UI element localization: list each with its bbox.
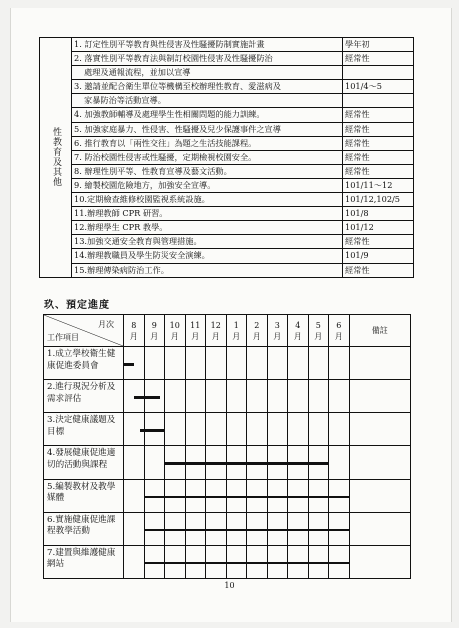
progress-bar — [165, 529, 185, 532]
month-cell — [226, 413, 247, 446]
progress-bar — [309, 562, 329, 565]
month-cell — [185, 413, 206, 446]
month-cell — [165, 413, 186, 446]
activity-row — [40, 263, 414, 277]
progress-bar — [268, 496, 288, 499]
month-cell — [308, 380, 329, 413]
progress-bar — [288, 562, 308, 565]
month-cell — [267, 512, 288, 545]
schedule-row — [44, 512, 411, 545]
section-title: 玖、預定進度 — [44, 300, 110, 311]
progress-bar — [186, 496, 206, 499]
month-cell — [144, 479, 165, 512]
corner-month-label: 月次 — [98, 320, 114, 329]
month-cell — [124, 446, 145, 479]
activity-time — [343, 94, 414, 108]
month-cell — [267, 347, 288, 380]
activity-text: 4. 加強教師輔導及處理學生性相關問題的能力訓練。 — [72, 108, 343, 122]
activity-time: 101/9 — [343, 249, 414, 263]
progress-bar — [145, 529, 165, 532]
progress-bar — [124, 363, 134, 366]
month-cell — [267, 413, 288, 446]
activity-text: 2. 落實性別平等教育法與制訂校園性侵害及性騷擾防治 — [72, 52, 343, 66]
activity-time: 101/8 — [343, 207, 414, 221]
month-cell — [144, 380, 165, 413]
progress-bar — [309, 496, 329, 499]
month-cell — [124, 347, 145, 380]
month-cell — [144, 413, 165, 446]
activity-row — [40, 193, 414, 207]
month-cell — [267, 446, 288, 479]
progress-bar — [329, 496, 349, 499]
month-cell — [206, 545, 227, 578]
progress-bar — [165, 496, 185, 499]
month-cell — [165, 380, 186, 413]
progress-bar — [165, 462, 185, 465]
activity-row — [40, 164, 414, 178]
month-cell — [288, 380, 309, 413]
activity-text: 15.辦理傳染病防治工作。 — [72, 263, 343, 277]
task-label: 4.發展健康促進適切的活動與課程 — [44, 446, 124, 479]
activity-time: 經常性 — [343, 150, 414, 164]
activity-time: 101/12 — [343, 221, 414, 235]
remark-cell — [349, 413, 411, 446]
activity-text: 8. 辦理性別平等、性教育宣導及藝文活動。 — [72, 164, 343, 178]
header-corner — [44, 315, 124, 347]
month-cell — [308, 413, 329, 446]
progress-bar — [227, 562, 247, 565]
month-cell — [144, 512, 165, 545]
month-cell — [165, 479, 186, 512]
month-cell — [247, 479, 268, 512]
month-header: 12 月 — [206, 315, 227, 347]
month-cell — [185, 512, 206, 545]
category-label: 性教育及其他 — [51, 127, 61, 188]
activity-time: 經常性 — [343, 263, 414, 277]
month-cell — [226, 479, 247, 512]
task-label: 3.決定健康議題及目標 — [44, 413, 124, 446]
activity-text: 12.辦理學生 CPR 教學。 — [72, 221, 343, 235]
activity-time: 學年初 — [343, 38, 414, 52]
activity-time: 經常性 — [343, 164, 414, 178]
month-cell — [165, 446, 186, 479]
remark-cell — [349, 347, 411, 380]
month-cell — [206, 512, 227, 545]
activity-row — [40, 52, 414, 66]
month-cell — [124, 479, 145, 512]
progress-bar — [288, 496, 308, 499]
activity-text: 7. 防治校園性侵害或性騷擾，定期檢視校園安全。 — [72, 150, 343, 164]
progress-bar — [227, 462, 247, 465]
month-cell — [247, 545, 268, 578]
progress-bar — [227, 496, 247, 499]
schedule-row — [44, 347, 411, 380]
month-cell — [165, 545, 186, 578]
progress-bar — [309, 462, 329, 465]
activity-row — [40, 38, 414, 52]
progress-bar — [247, 462, 267, 465]
month-cell — [308, 347, 329, 380]
month-header: 9 月 — [144, 315, 165, 347]
schedule-row — [44, 545, 411, 578]
month-cell — [144, 446, 165, 479]
progress-bar — [206, 529, 226, 532]
month-cell — [288, 413, 309, 446]
progress-bar — [145, 496, 165, 499]
category-cell — [40, 38, 72, 278]
month-cell — [247, 446, 268, 479]
activity-text: 14.辦理教職員及學生防災安全演練。 — [72, 249, 343, 263]
activity-row — [40, 108, 414, 122]
month-cell — [308, 545, 329, 578]
month-header: 4 月 — [288, 315, 309, 347]
activity-time: 101/12,102/5 — [343, 193, 414, 207]
month-cell — [247, 512, 268, 545]
activity-row — [40, 178, 414, 192]
activity-text: 6. 推行教育以「兩性交往」為題之生活技能課程。 — [72, 136, 343, 150]
month-cell — [165, 347, 186, 380]
activity-table — [39, 37, 414, 278]
schedule-row — [44, 479, 411, 512]
month-cell — [124, 413, 145, 446]
month-cell — [329, 446, 350, 479]
month-cell — [226, 380, 247, 413]
month-cell — [308, 479, 329, 512]
month-cell — [206, 380, 227, 413]
month-cell — [206, 347, 227, 380]
month-header: 3 月 — [267, 315, 288, 347]
activity-text: 10.定期檢查維修校園監視系統設施。 — [72, 193, 343, 207]
progress-bar — [227, 529, 247, 532]
progress-bar — [186, 529, 206, 532]
month-cell — [247, 413, 268, 446]
month-cell — [185, 479, 206, 512]
activity-text: 13.加強交通安全教育與管理措施。 — [72, 235, 343, 249]
progress-bar — [288, 462, 308, 465]
progress-bar — [247, 496, 267, 499]
progress-bar — [329, 562, 349, 565]
progress-bar — [206, 496, 226, 499]
progress-bar — [145, 429, 165, 432]
activity-row — [40, 122, 414, 136]
month-cell — [288, 446, 309, 479]
activity-time: 經常性 — [343, 235, 414, 249]
progress-bar — [206, 562, 226, 565]
month-cell — [165, 512, 186, 545]
month-cell — [185, 545, 206, 578]
activity-row — [40, 80, 414, 94]
activity-text: 5. 加強家庭暴力、性侵害、性騷擾及兒少保護事件之宣導 — [72, 122, 343, 136]
month-cell — [329, 347, 350, 380]
activity-time: 經常性 — [343, 52, 414, 66]
activity-text: 11.辦理教師 CPR 研習。 — [72, 207, 343, 221]
month-header: 5 月 — [308, 315, 329, 347]
remark-cell — [349, 545, 411, 578]
progress-bar — [186, 462, 206, 465]
month-cell — [124, 545, 145, 578]
month-header: 6 月 — [329, 315, 350, 347]
activity-text: 1. 訂定性別平等教育與性侵害及性騷擾防制實施計畫 — [72, 38, 343, 52]
month-cell — [185, 380, 206, 413]
progress-bar — [247, 529, 267, 532]
activity-row — [40, 207, 414, 221]
task-label: 5.編製教材及教學媒體 — [44, 479, 124, 512]
activity-text: 處理及通報流程，並加以宣導 — [72, 66, 343, 80]
month-header: 8 月 — [124, 315, 145, 347]
progress-bar — [186, 562, 206, 565]
progress-bar — [247, 562, 267, 565]
month-cell — [226, 347, 247, 380]
activity-row — [40, 66, 414, 80]
month-header: 10 月 — [165, 315, 186, 347]
page-number: 10 — [224, 581, 235, 590]
month-cell — [144, 347, 165, 380]
progress-bar — [329, 529, 349, 532]
activity-text: 3. 邀請並配合衛生單位等機構至校辦理性教育、愛滋病及 — [72, 80, 343, 94]
corner-task-label: 工作項目 — [47, 333, 79, 342]
activity-text: 家暴防治等活動宣導。 — [72, 94, 343, 108]
schedule-row — [44, 446, 411, 479]
progress-bar — [288, 529, 308, 532]
progress-bar — [165, 562, 185, 565]
activity-time: 101/11～12 — [343, 178, 414, 192]
activity-text: 9. 繪製校園危險地方，加強安全宣導。 — [72, 178, 343, 192]
schedule-row — [44, 413, 411, 446]
month-cell — [124, 380, 145, 413]
progress-bar — [309, 529, 329, 532]
progress-bar — [268, 529, 288, 532]
progress-bar — [206, 462, 226, 465]
month-cell — [206, 413, 227, 446]
month-cell — [288, 545, 309, 578]
remark-cell — [349, 512, 411, 545]
month-cell — [329, 512, 350, 545]
month-cell — [329, 545, 350, 578]
activity-row — [40, 221, 414, 235]
task-label: 6.實施健康促進課程教學活動 — [44, 512, 124, 545]
month-cell — [206, 446, 227, 479]
activity-time: 經常性 — [343, 122, 414, 136]
activity-time: 經常性 — [343, 136, 414, 150]
month-cell — [288, 347, 309, 380]
progress-bar — [145, 396, 161, 399]
month-cell — [308, 446, 329, 479]
activity-time: 經常性 — [343, 108, 414, 122]
activity-row — [40, 249, 414, 263]
activity-time: 101/4～5 — [343, 80, 414, 94]
progress-bar — [145, 562, 165, 565]
month-cell — [329, 380, 350, 413]
month-cell — [288, 512, 309, 545]
month-cell — [247, 380, 268, 413]
month-cell — [329, 413, 350, 446]
month-cell — [267, 479, 288, 512]
month-cell — [226, 446, 247, 479]
remark-cell — [349, 446, 411, 479]
month-cell — [288, 479, 309, 512]
task-label: 2.進行現況分析及需求評估 — [44, 380, 124, 413]
progress-bar — [134, 396, 144, 399]
month-cell — [185, 347, 206, 380]
month-cell — [267, 380, 288, 413]
task-label: 1.成立學校衛生健康促進委員會 — [44, 347, 124, 380]
month-cell — [267, 545, 288, 578]
month-cell — [308, 512, 329, 545]
schedule-row — [44, 380, 411, 413]
schedule-table — [43, 314, 411, 579]
month-header: 11 月 — [185, 315, 206, 347]
month-cell — [226, 512, 247, 545]
remark-header: 備註 — [349, 315, 411, 347]
task-label: 7.建置與維護健康網站 — [44, 545, 124, 578]
activity-row — [40, 136, 414, 150]
month-cell — [144, 545, 165, 578]
month-cell — [124, 512, 145, 545]
activity-time — [343, 66, 414, 80]
progress-bar — [268, 562, 288, 565]
activity-row — [40, 94, 414, 108]
month-header: 2 月 — [247, 315, 268, 347]
month-cell — [226, 545, 247, 578]
month-cell — [206, 479, 227, 512]
progress-bar — [268, 462, 288, 465]
month-cell — [247, 347, 268, 380]
month-cell — [329, 479, 350, 512]
activity-row — [40, 150, 414, 164]
remark-cell — [349, 380, 411, 413]
activity-row — [40, 235, 414, 249]
remark-cell — [349, 479, 411, 512]
month-header: 1 月 — [226, 315, 247, 347]
month-cell — [185, 446, 206, 479]
schedule-header-row — [44, 315, 411, 347]
